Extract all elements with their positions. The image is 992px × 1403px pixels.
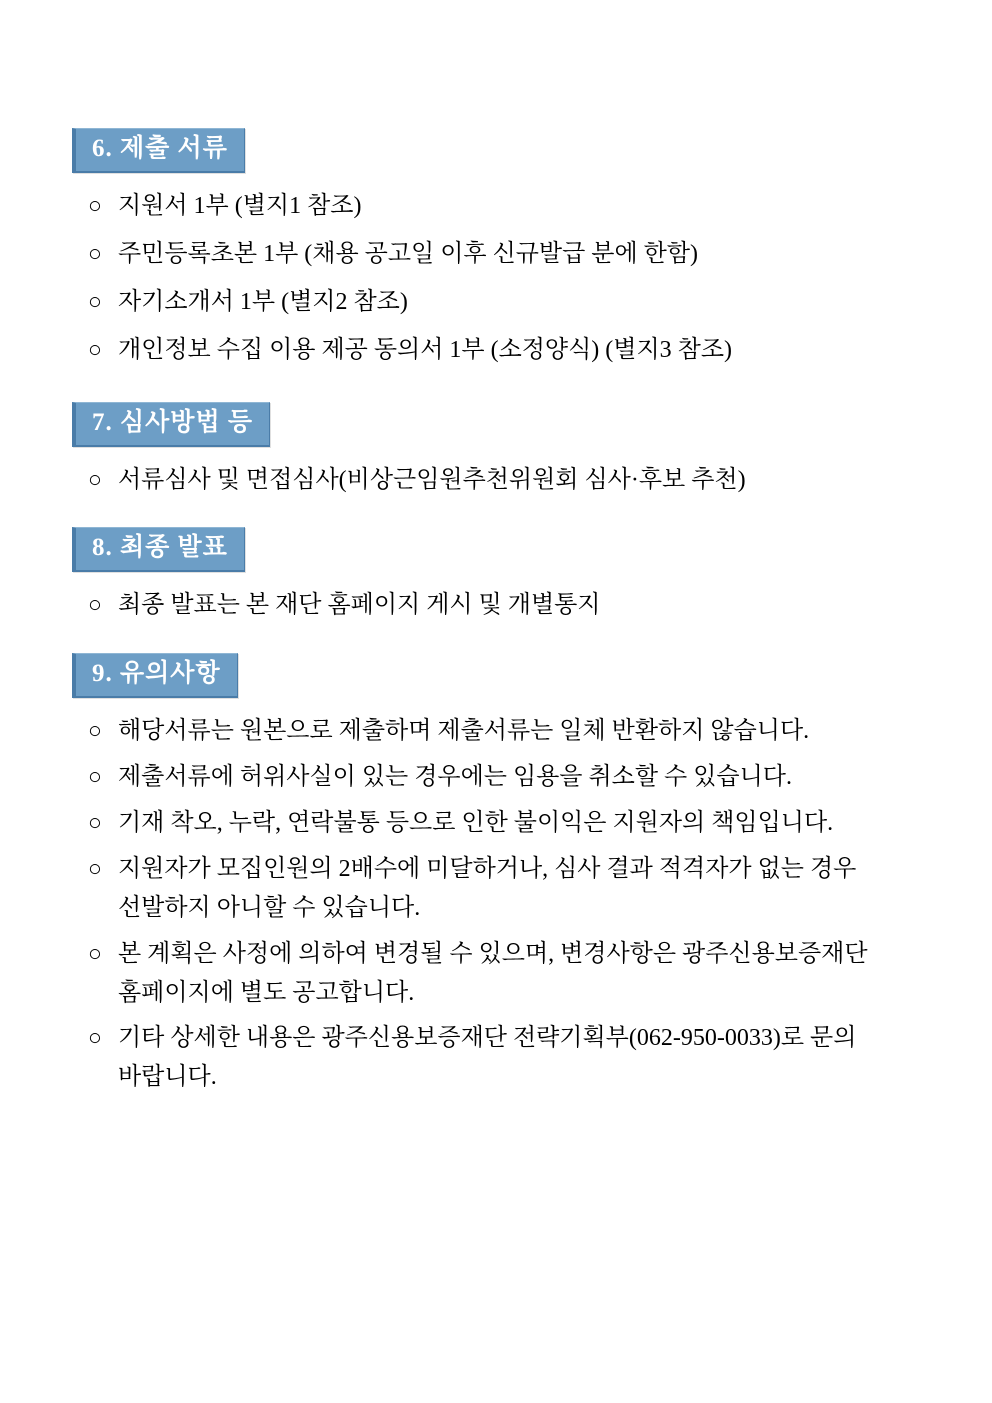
list-item-text: 주민등록초본 1부 (채용 공고일 이후 신규발급 분에 한함) <box>118 240 699 267</box>
list-item <box>72 935 932 1013</box>
section-review-method <box>72 402 932 500</box>
section-notices <box>72 653 932 1097</box>
list-item-text: 기재 착오, 누락, 연락불통 등으로 인한 불이익은 지원자의 책임입니다. <box>118 810 834 836</box>
list-item-text: 서류심사 및 면접심사(비상근임원추천위원회 심사·후보 추천) <box>118 466 746 493</box>
list-item <box>72 187 932 226</box>
bullet-icon: ○ <box>88 810 102 835</box>
section-6-list <box>72 187 932 370</box>
section-heading-6: 6. 제출 서류 <box>72 128 245 173</box>
list-item <box>72 804 932 843</box>
bullet-icon: ○ <box>88 240 102 266</box>
bullet-icon: ○ <box>88 1025 102 1051</box>
list-item <box>72 586 932 625</box>
section-heading-7: 7. 심사방법 등 <box>72 402 270 447</box>
section-submission-documents <box>72 128 932 370</box>
section-8-list <box>72 586 932 625</box>
list-item-text: 개인정보 수집 이용 제공 동의서 1부 (소정양식) (별지3 참조) <box>118 336 733 363</box>
bullet-icon: ○ <box>88 466 102 492</box>
section-9-list <box>72 712 932 1097</box>
section-7-list <box>72 461 932 500</box>
section-heading-9: 9. 유의사항 <box>72 653 238 698</box>
list-item <box>72 1019 932 1097</box>
list-item <box>72 235 932 274</box>
list-item-text: 해당서류는 원본으로 제출하며 제출서류는 일체 반환하지 않습니다. <box>118 718 810 745</box>
section-heading-8: 8. 최종 발표 <box>72 527 245 572</box>
list-item <box>72 712 932 751</box>
bullet-icon: ○ <box>88 592 102 618</box>
list-item <box>72 758 932 797</box>
list-item <box>72 331 932 370</box>
list-item <box>72 850 932 928</box>
bullet-icon: ○ <box>88 940 102 966</box>
bullet-icon: ○ <box>88 336 102 362</box>
list-item <box>72 461 932 500</box>
bullet-icon: ○ <box>88 718 102 744</box>
bullet-icon: ○ <box>88 855 102 881</box>
bullet-icon: ○ <box>88 764 102 790</box>
list-item-text: 지원자가 모집인원의 2배수에 미달하거나, 심사 결과 적격자가 없는 경우 선발하지 아니할 수 있습니다. <box>118 855 863 921</box>
list-item-text: 지원서 1부 (별지1 참조) <box>118 193 362 219</box>
bullet-icon: ○ <box>88 193 102 218</box>
document-content <box>72 128 932 1104</box>
section-final-announcement <box>72 527 932 625</box>
list-item-text: 본 계획은 사정에 의하여 변경될 수 있으며, 변경사항은 광주신용보증재단 홈페이지에 별도 공고합니다. <box>118 940 874 1006</box>
list-item-text: 제출서류에 허위사실이 있는 경우에는 임용을 취소할 수 있습니다. <box>118 764 792 791</box>
list-item-text: 최종 발표는 본 재단 홈페이지 게시 및 개별통지 <box>118 592 601 619</box>
bullet-icon: ○ <box>88 288 102 314</box>
list-item-text: 자기소개서 1부 (별지2 참조) <box>118 288 408 315</box>
list-item <box>72 283 932 322</box>
list-item-text: 기타 상세한 내용은 광주신용보증재단 전략기획부(062-950-0033)로 문의 바랍니다. <box>118 1025 863 1091</box>
